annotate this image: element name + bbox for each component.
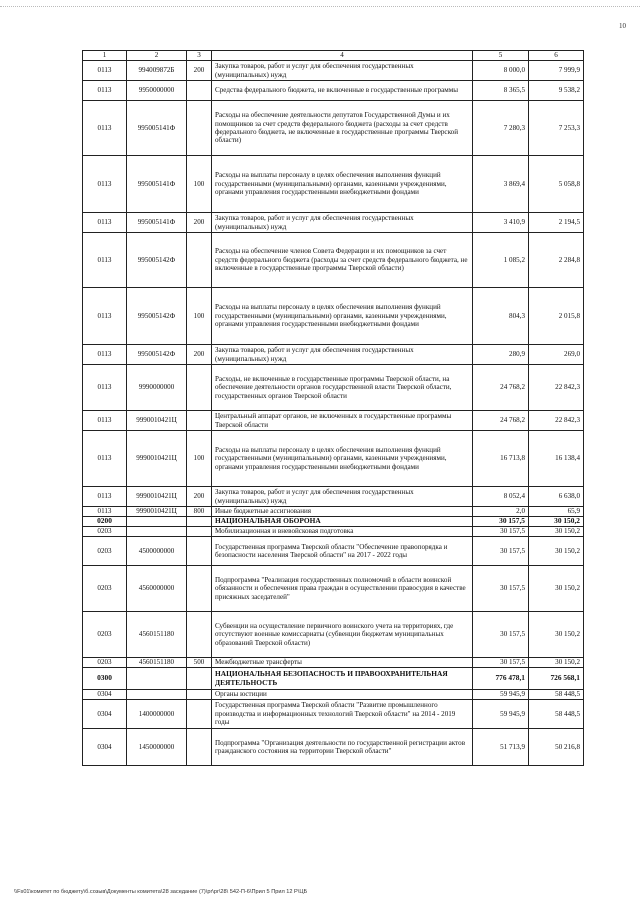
item-name-cell: Центральный аппарат органов, не включенных в государственные программы Тверской области [212, 411, 473, 431]
item-name-cell: Расходы на выплаты персоналу в целях обеспечения выполнения функций государственными (муниципальными) органами, казенными учреждениями, органами управления государственными внебюджетными фондами [212, 156, 473, 213]
column-header: 2 [127, 51, 187, 61]
section-code-cell: 0113 [83, 288, 127, 345]
amount-col5-cell: 16 713,8 [473, 431, 529, 487]
amount-col5-cell: 24 768,2 [473, 365, 529, 411]
amount-col5-cell: 2,0 [473, 507, 529, 517]
expense-type-cell [187, 233, 212, 288]
amount-col6-cell: 65,9 [529, 507, 584, 517]
target-code-cell: 9990010421Ц [127, 411, 187, 431]
target-code-cell: 995005142Ф [127, 288, 187, 345]
expense-type-cell [187, 729, 212, 766]
item-name-cell: Расходы на выплаты персоналу в целях обеспечения выполнения функций государственными (муниципальными) органами, казенными учреждениями, органами управления государственными внебюджетными фондами [212, 288, 473, 345]
expense-type-cell: 200 [187, 213, 212, 233]
expense-type-cell [187, 668, 212, 690]
expense-type-cell [187, 612, 212, 658]
table-row [83, 729, 584, 766]
budget-table [82, 50, 584, 766]
amount-col6-cell: 269,0 [529, 345, 584, 365]
item-name-cell: НАЦИОНАЛЬНАЯ БЕЗОПАСНОСТЬ И ПРАВООХРАНИТЕЛЬНАЯ ДЕЯТЕЛЬНОСТЬ [212, 668, 473, 690]
target-code-cell: 4560151180 [127, 612, 187, 658]
section-code-cell: 0113 [83, 411, 127, 431]
table-row [83, 690, 584, 700]
target-code-cell: 9950000000 [127, 81, 187, 101]
section-code-cell: 0200 [83, 517, 127, 527]
expense-type-cell [187, 537, 212, 566]
item-name-cell: Иные бюджетные ассигнования [212, 507, 473, 517]
target-code-cell: 995005141Ф [127, 213, 187, 233]
amount-col6-cell: 16 138,4 [529, 431, 584, 487]
column-header-row [83, 51, 584, 61]
section-code-cell: 0304 [83, 729, 127, 766]
amount-col6-cell: 7 999,9 [529, 61, 584, 81]
expense-type-cell [187, 101, 212, 156]
table-row [83, 537, 584, 566]
target-code-cell: 994009872Б [127, 61, 187, 81]
amount-col6-cell: 30 150,2 [529, 527, 584, 537]
item-name-cell: Субвенции на осуществление первичного воинского учета на территориях, где отсутствуют военные комиссариаты (субвенции бюджетам муниципальных образований Тверской области) [212, 612, 473, 658]
amount-col5-cell: 24 768,2 [473, 411, 529, 431]
item-name-cell: Подпрограмма "Реализация государственных полномочий в области воинской обязанности и обеспечения права граждан в осуществлении правосудия в качестве присяжных заседателей" [212, 566, 473, 612]
expense-type-cell [187, 81, 212, 101]
table-row [83, 566, 584, 612]
section-code-cell: 0113 [83, 345, 127, 365]
table-row [83, 233, 584, 288]
amount-col5-cell: 8 052,4 [473, 487, 529, 507]
amount-col5-cell: 59 945,9 [473, 690, 529, 700]
amount-col5-cell: 30 157,5 [473, 517, 529, 527]
item-name-cell: Закупка товаров, работ и услуг для обеспечения государственных (муниципальных) нужд [212, 487, 473, 507]
section-code-cell: 0113 [83, 507, 127, 517]
amount-col6-cell: 2 284,8 [529, 233, 584, 288]
amount-col5-cell: 8 000,0 [473, 61, 529, 81]
target-code-cell: 995005142Ф [127, 345, 187, 365]
item-name-cell: Средства федерального бюджета, не включенные в государственные программы [212, 81, 473, 101]
section-code-cell: 0113 [83, 213, 127, 233]
target-code-cell: 4560151180 [127, 658, 187, 668]
item-name-cell: Мобилизационная и вневойсковая подготовка [212, 527, 473, 537]
target-code-cell: 995005141Ф [127, 156, 187, 213]
column-header: 3 [187, 51, 212, 61]
table-row [83, 527, 584, 537]
target-code-cell: 1400000000 [127, 700, 187, 729]
table-row [83, 288, 584, 345]
amount-col6-cell: 7 253,3 [529, 101, 584, 156]
amount-col6-cell: 6 638,0 [529, 487, 584, 507]
amount-col6-cell: 726 568,1 [529, 668, 584, 690]
section-code-cell: 0203 [83, 566, 127, 612]
amount-col6-cell: 22 842,3 [529, 365, 584, 411]
section-code-cell: 0203 [83, 527, 127, 537]
amount-col6-cell: 22 842,3 [529, 411, 584, 431]
amount-col6-cell: 9 538,2 [529, 81, 584, 101]
amount-col5-cell: 3 869,4 [473, 156, 529, 213]
expense-type-cell: 100 [187, 288, 212, 345]
amount-col5-cell: 30 157,5 [473, 612, 529, 658]
item-name-cell: Государственная программа Тверской области "Развитие промышленного производства и информационных технологий Тверской области" на 2014 - 2019 годы [212, 700, 473, 729]
page-number: 10 [619, 22, 626, 30]
expense-type-cell: 100 [187, 156, 212, 213]
table-row [83, 411, 584, 431]
item-name-cell: Закупка товаров, работ и услуг для обеспечения государственных (муниципальных) нужд [212, 213, 473, 233]
table-row [83, 668, 584, 690]
table-row [83, 487, 584, 507]
target-code-cell [127, 668, 187, 690]
section-code-cell: 0113 [83, 487, 127, 507]
table-row [83, 431, 584, 487]
target-code-cell: 1450000000 [127, 729, 187, 766]
item-name-cell: Закупка товаров, работ и услуг для обеспечения государственных (муниципальных) нужд [212, 61, 473, 81]
table-row [83, 101, 584, 156]
section-code-cell: 0113 [83, 365, 127, 411]
item-name-cell: Межбюджетные трансферты [212, 658, 473, 668]
table-row [83, 81, 584, 101]
amount-col5-cell: 804,3 [473, 288, 529, 345]
section-code-cell: 0113 [83, 431, 127, 487]
section-code-cell: 0113 [83, 81, 127, 101]
section-code-cell: 0304 [83, 690, 127, 700]
amount-col5-cell: 1 085,2 [473, 233, 529, 288]
target-code-cell: 9990010421Ц [127, 487, 187, 507]
item-name-cell: Расходы на обеспечение деятельности депутатов Государственной Думы и их помощников за счет средств федерального бюджета (расходы за счет средств федерального бюджета, не включенные в государственные программы Тверской области) [212, 101, 473, 156]
scan-top-edge [0, 6, 640, 8]
item-name-cell: НАЦИОНАЛЬНАЯ ОБОРОНА [212, 517, 473, 527]
expense-type-cell [187, 527, 212, 537]
section-code-cell: 0203 [83, 612, 127, 658]
section-code-cell: 0113 [83, 61, 127, 81]
table-row [83, 658, 584, 668]
table-row [83, 517, 584, 527]
section-code-cell: 0300 [83, 668, 127, 690]
amount-col6-cell: 30 150,2 [529, 537, 584, 566]
target-code-cell [127, 517, 187, 527]
amount-col5-cell: 3 410,9 [473, 213, 529, 233]
section-code-cell: 0203 [83, 658, 127, 668]
amount-col6-cell: 5 058,8 [529, 156, 584, 213]
amount-col6-cell: 30 150,2 [529, 658, 584, 668]
target-code-cell: 995005141Ф [127, 101, 187, 156]
target-code-cell: 9990000000 [127, 365, 187, 411]
item-name-cell: Расходы на обеспечение членов Совета Федерации и их помощников за счет средств федерального бюджета (расходы за счет средств федерального бюджета, не включенные в государственные программы Тверской области) [212, 233, 473, 288]
section-code-cell: 0113 [83, 156, 127, 213]
table-row [83, 156, 584, 213]
target-code-cell: 995005142Ф [127, 233, 187, 288]
amount-col6-cell: 2 015,8 [529, 288, 584, 345]
column-header: 1 [83, 51, 127, 61]
item-name-cell: Органы юстиции [212, 690, 473, 700]
file-path-footer: \\Fs01\комитет по бюджету\б.созыв\Документы комитета\28 заседание (7)\pr\pr\28\ 542-П-6\Прил 5 Прил 12 Р\ЦБ [14, 889, 308, 895]
column-header: 5 [473, 51, 529, 61]
table-row [83, 507, 584, 517]
item-name-cell: Расходы, не включенные в государственные программы Тверской области, на обеспечение деятельности органов государственной власти Тверской области, государственных органов Тверской области [212, 365, 473, 411]
amount-col5-cell: 59 945,9 [473, 700, 529, 729]
amount-col6-cell: 30 150,2 [529, 566, 584, 612]
expense-type-cell: 200 [187, 61, 212, 81]
target-code-cell [127, 690, 187, 700]
expense-type-cell: 500 [187, 658, 212, 668]
table-row [83, 61, 584, 81]
target-code-cell: 4500000000 [127, 537, 187, 566]
amount-col5-cell: 776 478,1 [473, 668, 529, 690]
expense-type-cell [187, 566, 212, 612]
item-name-cell: Расходы на выплаты персоналу в целях обеспечения выполнения функций государственными (муниципальными) органами, казенными учреждениями, органами управления государственными внебюджетными фондами [212, 431, 473, 487]
expense-type-cell: 200 [187, 345, 212, 365]
table-row [83, 365, 584, 411]
expense-type-cell [187, 690, 212, 700]
target-code-cell: 4560000000 [127, 566, 187, 612]
amount-col5-cell: 51 713,9 [473, 729, 529, 766]
target-code-cell [127, 527, 187, 537]
expense-type-cell [187, 517, 212, 527]
amount-col5-cell: 30 157,5 [473, 658, 529, 668]
expense-type-cell [187, 365, 212, 411]
expense-type-cell [187, 411, 212, 431]
section-code-cell: 0113 [83, 233, 127, 288]
amount-col6-cell: 30 150,2 [529, 612, 584, 658]
expense-type-cell: 800 [187, 507, 212, 517]
expense-type-cell [187, 700, 212, 729]
amount-col6-cell: 30 150,2 [529, 517, 584, 527]
target-code-cell: 9990010421Ц [127, 431, 187, 487]
amount-col6-cell: 58 448,5 [529, 700, 584, 729]
section-code-cell: 0304 [83, 700, 127, 729]
amount-col6-cell: 2 194,5 [529, 213, 584, 233]
amount-col5-cell: 7 280,3 [473, 101, 529, 156]
expense-type-cell: 200 [187, 487, 212, 507]
section-code-cell: 0203 [83, 537, 127, 566]
amount-col5-cell: 30 157,5 [473, 537, 529, 566]
section-code-cell: 0113 [83, 101, 127, 156]
amount-col6-cell: 50 216,8 [529, 729, 584, 766]
amount-col6-cell: 58 448,5 [529, 690, 584, 700]
amount-col5-cell: 280,9 [473, 345, 529, 365]
item-name-cell: Подпрограмма "Организация деятельности по государственной регистрации актов гражданского состояния на территории Тверской области" [212, 729, 473, 766]
table-row [83, 345, 584, 365]
item-name-cell: Государственная программа Тверской области "Обеспечение правопорядка и безопасности населения Тверской области" на 2017 - 2022 годы [212, 537, 473, 566]
table-row [83, 213, 584, 233]
target-code-cell: 9990010421Ц [127, 507, 187, 517]
table-row [83, 612, 584, 658]
table-row [83, 700, 584, 729]
column-header: 4 [212, 51, 473, 61]
amount-col5-cell: 8 365,5 [473, 81, 529, 101]
amount-col5-cell: 30 157,5 [473, 527, 529, 537]
column-header: 6 [529, 51, 584, 61]
item-name-cell: Закупка товаров, работ и услуг для обеспечения государственных (муниципальных) нужд [212, 345, 473, 365]
expense-type-cell: 100 [187, 431, 212, 487]
amount-col5-cell: 30 157,5 [473, 566, 529, 612]
